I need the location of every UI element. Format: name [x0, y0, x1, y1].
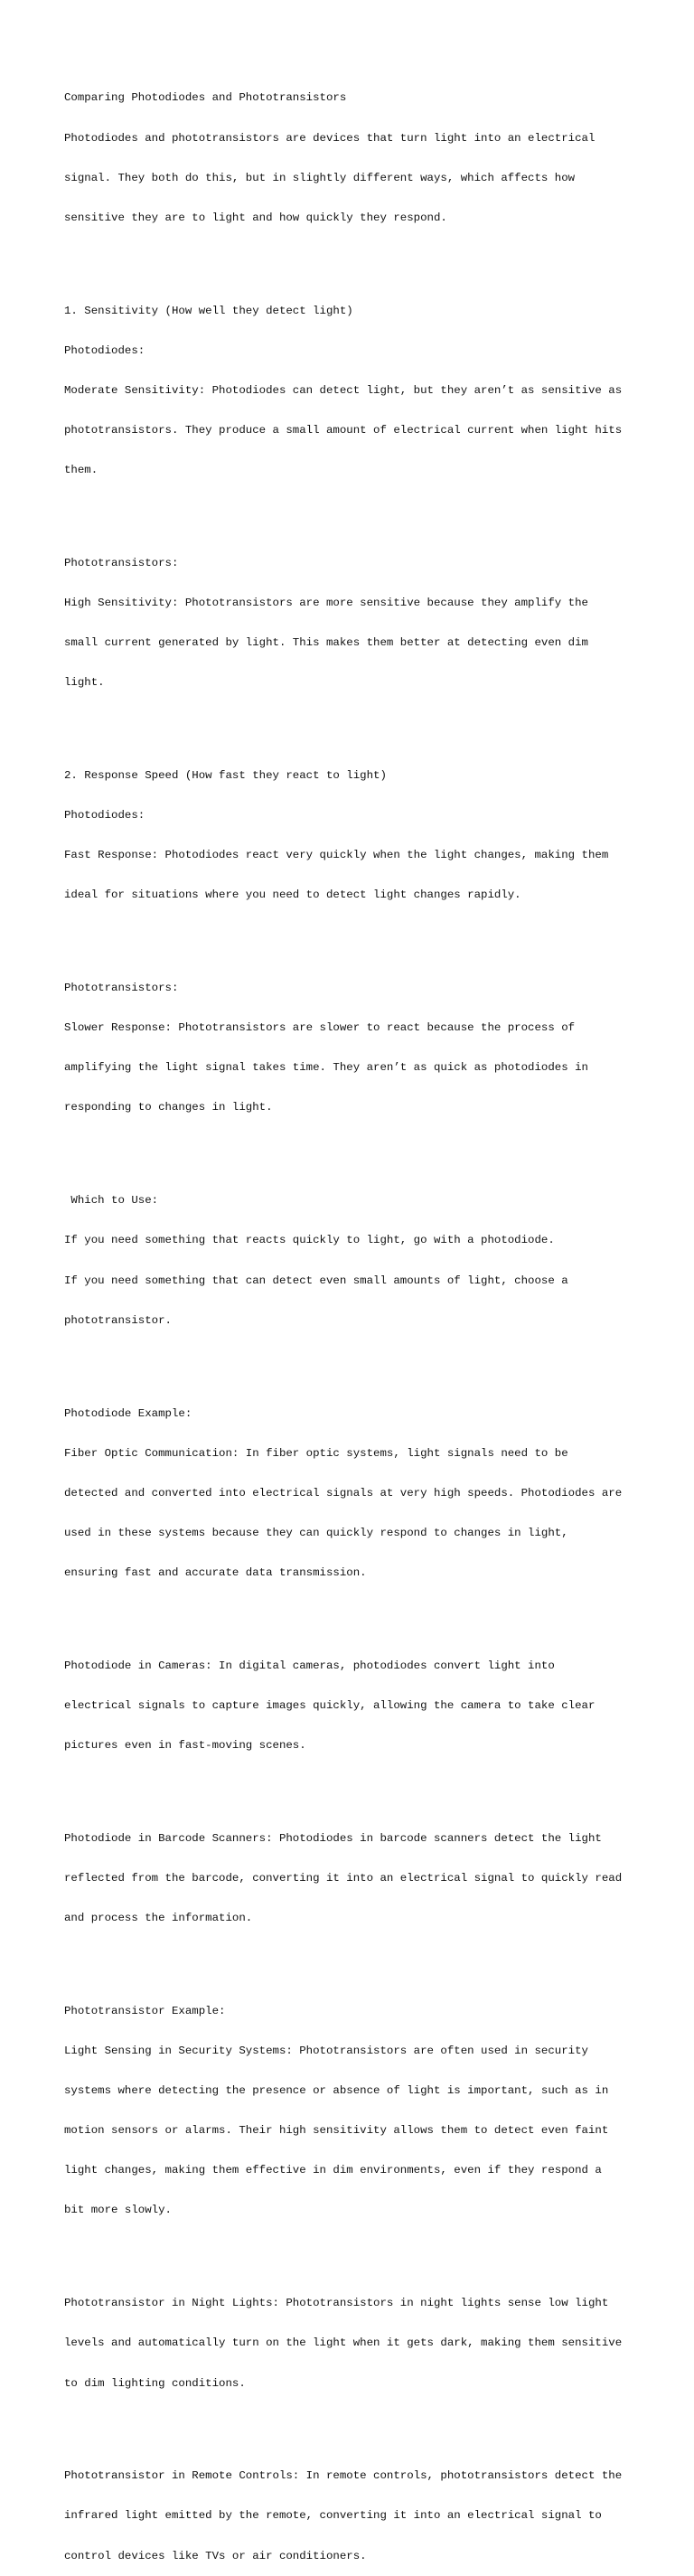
paragraph-line: light changes, making them effective in dim environments, even if they respond a — [64, 2164, 602, 2177]
paragraph-line: Phototransistor in Night Lights: Phototransistors in night lights sense low light — [64, 2297, 609, 2310]
spacer — [64, 1142, 661, 1155]
spacer — [64, 503, 661, 517]
paragraph-line: infrared light emitted by the remote, converting it into an electrical signal to — [64, 2509, 602, 2523]
sensitivity-phototransistors-label: Phototransistors: — [64, 556, 179, 569]
paragraph-line: If you need something that can detect even small amounts of light, choose a — [64, 1274, 568, 1287]
paragraph-line: bit more slowly. — [64, 2204, 172, 2217]
paragraph-line: to dim lighting conditions. — [64, 2376, 246, 2390]
spacer — [64, 1951, 661, 1965]
intro-line: Photodiodes and phototransistors are devices that turn light into an electrical — [64, 131, 596, 145]
phototransistor-example-heading: Phototransistor Example: — [64, 2004, 226, 2017]
paragraph-line: Light Sensing in Security Systems: Phototransistors are often used in security — [64, 2045, 588, 2058]
spacer — [64, 928, 661, 942]
photodiode-example-heading: Photodiode Example: — [64, 1406, 192, 1420]
paragraph-line: Fiber Optic Communication: In fiber optic systems, light signals need to be — [64, 1446, 568, 1460]
spacer — [64, 2417, 661, 2430]
sensitivity-heading: 1. Sensitivity (How well they detect light) — [64, 304, 353, 317]
intro-line: signal. They both do this, but in slightly different ways, which affects how — [64, 171, 576, 184]
spacer — [64, 1779, 661, 1792]
paragraph-line: Slower Response: Phototransistors are slower to react because the process of — [64, 1021, 576, 1035]
paragraph-line: small current generated by light. This makes them better at detecting even dim — [64, 636, 588, 650]
spacer — [64, 1606, 661, 1620]
paragraph-line: Photodiode in Barcode Scanners: Photodiodes in barcode scanners detect the light — [64, 1831, 602, 1845]
paragraph-line: responding to changes in light. — [64, 1101, 273, 1114]
paragraph-line: Photodiode in Cameras: In digital cameras, photodiodes convert light into — [64, 1659, 555, 1672]
paragraph-line: detected and converted into electrical signals at very high speeds. Photodiodes are — [64, 1486, 623, 1500]
spacer — [64, 2244, 661, 2258]
paragraph-line: and process the information. — [64, 1912, 253, 1925]
paragraph-line: control devices like TVs or air conditioners. — [64, 2549, 367, 2562]
paragraph-line: systems where detecting the presence or absence of light is important, such as in — [64, 2084, 609, 2098]
paragraph-line: If you need something that reacts quickly to light, go with a photodiode. — [64, 1234, 555, 1247]
response-photodiodes-label: Photodiodes: — [64, 809, 145, 823]
paragraph-line: reflected from the barcode, converting it into an electrical signal to quickly read — [64, 1871, 623, 1885]
spacer — [64, 716, 661, 729]
paragraph-line: Fast Response: Photodiodes react very quickly when the light changes, making them — [64, 849, 609, 862]
paragraph-line: used in these systems because they can quickly respond to changes in light, — [64, 1526, 568, 1539]
spacer — [64, 1354, 661, 1368]
paragraph-line: phototransistor. — [64, 1313, 172, 1327]
paragraph-line: amplifying the light signal takes time. They aren’t as quick as photodiodes in — [64, 1061, 588, 1075]
intro-line: sensitive they are to light and how quickly they respond. — [64, 211, 447, 224]
paragraph-line: pictures even in fast-moving scenes. — [64, 1738, 306, 1752]
paragraph-line: levels and automatically turn on the light when it gets dark, making them sensitive — [64, 2336, 623, 2350]
which-to-use-heading: Which to Use: — [64, 1194, 159, 1208]
spacer — [64, 251, 661, 265]
paragraph-line: them. — [64, 463, 98, 476]
paragraph-line: Moderate Sensitivity: Photodiodes can detect light, but they aren’t as sensitive as — [64, 383, 623, 397]
paragraph-line: High Sensitivity: Phototransistors are more sensitive because they amplify the — [64, 596, 588, 609]
paragraph-line: ideal for situations where you need to detect light changes rapidly. — [64, 888, 521, 902]
paragraph-line: light. — [64, 676, 105, 690]
document-title: Comparing Photodiodes and Phototransistors — [64, 91, 347, 105]
paragraph-line: ensuring fast and accurate data transmission. — [64, 1565, 367, 1579]
sensitivity-photodiodes-label: Photodiodes: — [64, 343, 145, 357]
paragraph-line: electrical signals to capture images quickly, allowing the camera to take clear — [64, 1698, 596, 1712]
paragraph-line: phototransistors. They produce a small amount of electrical current when light hits — [64, 423, 623, 437]
paragraph-line: Phototransistor in Remote Controls: In remote controls, phototransistors detect the — [64, 2469, 623, 2483]
response-phototransistors-label: Phototransistors: — [64, 982, 179, 995]
paragraph-line: motion sensors or alarms. Their high sensitivity allows them to detect even faint — [64, 2124, 609, 2138]
document-page — [64, 65, 661, 2576]
response-heading: 2. Response Speed (How fast they react to light) — [64, 769, 387, 783]
